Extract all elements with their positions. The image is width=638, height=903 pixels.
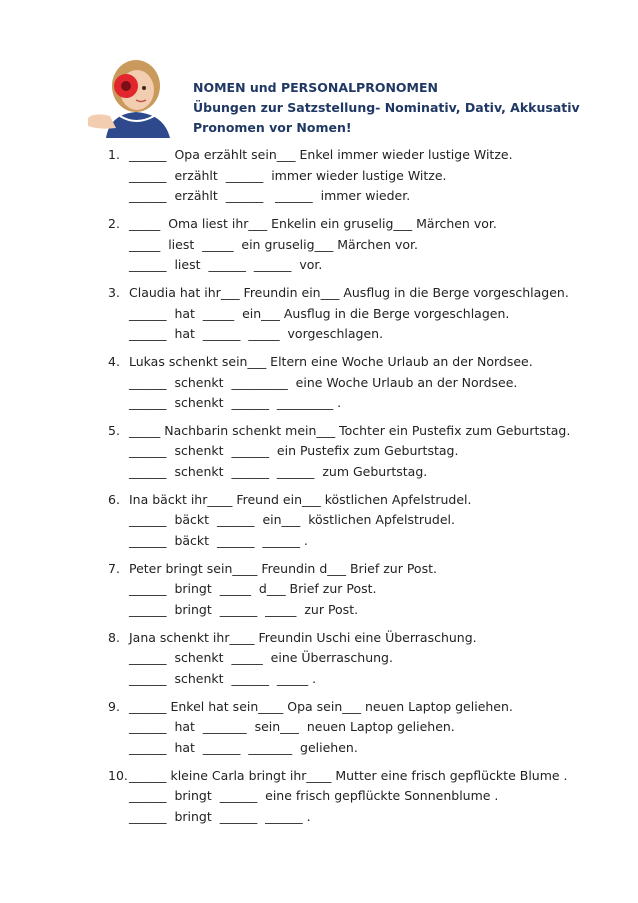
exercise-line: ______ bringt ______ _____ zur Post. (129, 602, 359, 617)
exercise-item (108, 697, 618, 759)
exercise-item (108, 766, 618, 828)
exercise-sentence: Jana schenkt ihr____ Freundin Uschi eine Überraschung. (129, 629, 477, 645)
exercise-line: ______ hat _______ sein___ neuen Laptop geliehen. (129, 719, 455, 735)
worksheet-header (193, 78, 580, 138)
exercise-sentence: _____ Oma liest ihr___ Enkelin ein gruselig___ Märchen vor. (129, 215, 497, 231)
exercise-line: ______ schenkt _____ eine Überraschung. (129, 650, 393, 666)
exercise-item (108, 214, 618, 276)
exercise-sentence: Ina bäckt ihr____ Freund ein___ köstlichen Apfelstrudel. (129, 491, 472, 507)
exercise-item (108, 628, 618, 690)
exercise-line: ______ erzählt ______ ______ immer wieder. (129, 188, 411, 204)
exercise-line: ______ hat ______ _____ vorgeschlagen. (129, 326, 384, 342)
exercise-line: ______ schenkt ______ ______ zum Geburtstag. (129, 464, 428, 480)
exercise-line: ______ bringt ______ ______ . (129, 808, 311, 824)
exercise-sentence: Claudia hat ihr___ Freundin ein___ Ausflug in die Berge vorgeschlagen. (129, 284, 569, 300)
exercise-line: ______ hat _____ ein___ Ausflug in die Berge vorgeschlagen. (129, 305, 510, 321)
exercise-line: ______ liest ______ ______ vor. (129, 257, 323, 273)
exercise-number: 6. (108, 491, 120, 507)
exercise-number: 8. (108, 629, 120, 645)
exercise-line: _____ liest _____ ein gruselig___ Märchen vor. (129, 236, 418, 252)
exercise-item (108, 559, 618, 621)
exercise-list (108, 145, 618, 835)
exercise-sentence: ______ Enkel hat sein____ Opa sein___ neuen Laptop geliehen. (129, 698, 513, 714)
exercise-number: 10. (108, 767, 128, 783)
exercise-number: 7. (108, 560, 120, 576)
exercise-line: ______ bringt ______ eine frisch gepflückte Sonnenblume . (129, 788, 499, 804)
exercise-item (108, 352, 618, 414)
exercise-item (108, 145, 618, 207)
exercise-number: 5. (108, 422, 120, 438)
worksheet-subtitle: Übungen zur Satzstellung- Nominativ, Dativ, Akkusativ (193, 100, 580, 115)
exercise-item (108, 421, 618, 483)
exercise-item (108, 490, 618, 552)
exercise-number: 4. (108, 353, 120, 369)
worksheet-note: Pronomen vor Nomen! (193, 120, 352, 135)
exercise-sentence: Peter bringt sein____ Freundin d___ Brief zur Post. (129, 560, 437, 576)
exercise-line: ______ hat ______ _______ geliehen. (129, 739, 358, 755)
exercise-line: ______ schenkt ______ _____ . (129, 670, 317, 686)
exercise-number: 3. (108, 284, 120, 300)
exercise-line: ______ schenkt _________ eine Woche Urlaub an der Nordsee. (129, 374, 518, 390)
exercise-line: ______ bäckt ______ ______ . (129, 533, 308, 549)
exercise-sentence: ______ Opa erzählt sein___ Enkel immer wieder lustige Witze. (129, 147, 513, 162)
exercise-line: ______ bäckt ______ ein___ köstlichen Apfelstrudel. (129, 512, 456, 528)
exercise-line: ______ bringt _____ d___ Brief zur Post. (129, 581, 377, 597)
exercise-sentence: ______ kleine Carla bringt ihr____ Mutter eine frisch gepflückte Blume . (129, 767, 568, 783)
exercise-number: 1. (108, 147, 120, 162)
exercise-line: ______ schenkt ______ _________ . (129, 395, 342, 411)
exercise-line: ______ schenkt ______ ein Pustefix zum Geburtstag. (129, 443, 459, 459)
exercise-sentence: _____ Nachbarin schenkt mein___ Tochter ein Pustefix zum Geburtstag. (129, 422, 571, 438)
exercise-number: 9. (108, 698, 120, 714)
exercise-item (108, 283, 618, 345)
girl-with-flower-photo (80, 56, 184, 138)
exercise-line: ______ erzählt ______ immer wieder lustige Witze. (129, 167, 447, 183)
exercise-number: 2. (108, 215, 120, 231)
exercise-sentence: Lukas schenkt sein___ Eltern eine Woche Urlaub an der Nordsee. (129, 353, 533, 369)
worksheet-title: NOMEN und PERSONALPRONOMEN (193, 80, 438, 95)
